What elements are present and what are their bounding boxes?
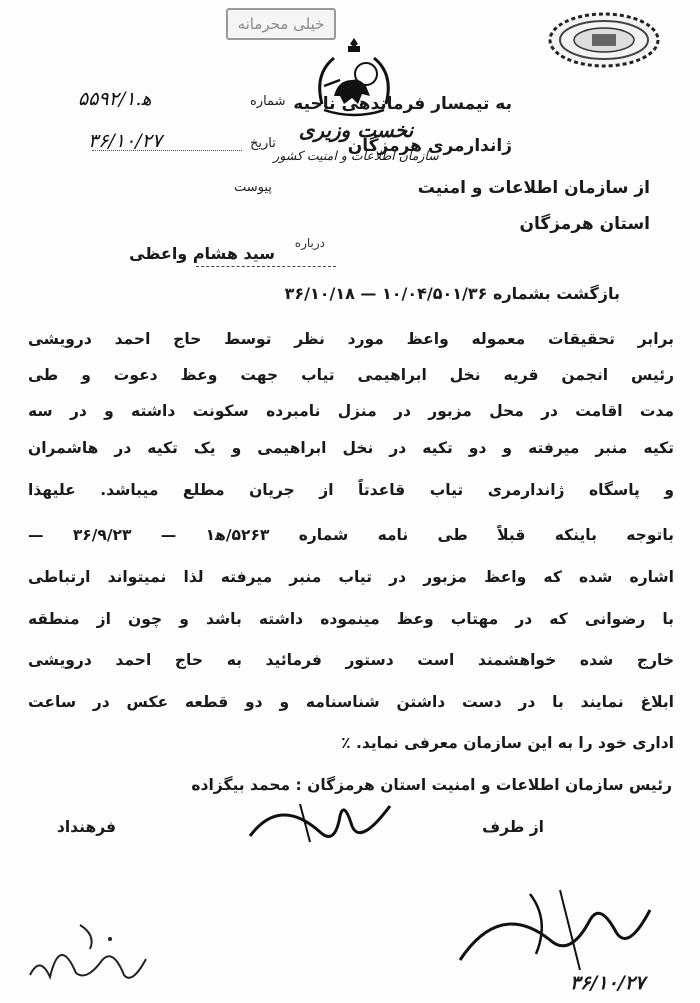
recipient-line-2: ژاندارمری هرمزگان [347, 136, 512, 156]
round-seal-icon [548, 12, 660, 68]
body-line-8: با رضوانی که در مهتاب وعظ مینموده داشته باشد و چون از منطقه [28, 610, 674, 628]
signer-name: فرهنداد [56, 818, 116, 836]
body-line-4: تکیه منبر میرفته و دو تکیه در نخل ابراهیمی و یک تکیه در هاشمران [28, 439, 674, 457]
recipient-line-1: به تیمسار فرماندهی ناحیه [293, 94, 512, 114]
subject-underline [196, 266, 336, 267]
body-line-5: و پاسگاه ژاندارمری تیاب قاعدتاً از جریان مطلع میباشد. علیهذا [28, 481, 674, 499]
signer-title: رئیس سازمان اطلاعات و امنیت استان هرمزگان : محمد بیگزاده [191, 776, 672, 794]
body-line-7: اشاره شده که واعظ مزبور در تیاب منبر میرفته لذا نمیتواند ارتباطی [28, 568, 674, 586]
date-underline [92, 150, 242, 151]
province-line: استان هرمزگان [519, 214, 650, 234]
body-line-9: خارج شده خواهشمند است دستور فرمائید به حاج احمد درویشی [28, 651, 674, 669]
body-line-6: باتوجه باینکه قبلاً طی نامه شماره ۵۲۶۳/ه‍۱ — ۳۶/۹/۲۳ — [28, 526, 674, 544]
body-line-2: رئیس انجمن قریه نخل ابراهیمی تیاب جهت وعظ دعوت و طی [28, 366, 674, 384]
subject-text: سید هشام واعظی [129, 244, 275, 263]
body-line-3: مدت اقامت در محل مزبور در منزل نامبرده سکونت داشته و در سه [28, 402, 674, 420]
subject-label: درباره [294, 236, 325, 250]
date-value: ۳۶/۱۰/۲۷ [88, 130, 163, 152]
number-value: ۵۵۹۲/ه‍.۱ [78, 88, 152, 110]
from-line: از سازمان اطلاعات و امنیت [417, 178, 650, 198]
organization-name: سازمان اطلاعات و امنیت کشور [273, 148, 439, 163]
on-behalf-label: از طرف [482, 818, 544, 836]
handwritten-date: ۳۶/۱۰/۲۷ [570, 972, 646, 994]
date-label: تاریخ [250, 136, 276, 151]
body-line-1: برابر تحقیقات معموله واعظ مورد نظر توسط حاج احمد درویشی [28, 330, 674, 348]
ministry-name: نخست وزیری [298, 118, 414, 142]
handwritten-note-left [20, 915, 160, 995]
body-line-10: ابلاغ نمایند با در دست داشتن شناسنامه و دو قطعه عکس در ساعت [28, 693, 674, 711]
number-label: شماره [250, 94, 286, 109]
body-line-11: اداری خود را به این سازمان معرفی نماید. ٪ [341, 734, 674, 752]
reference-line: بازگشت بشماره ۱۰/۰۴/۵۰۱/۳۶ — ۳۶/۱۰/۱۸ [284, 284, 620, 303]
classification-stamp: خیلی محرمانه [226, 8, 336, 40]
signature-mark [240, 786, 400, 856]
attachment-label: پیوست [234, 180, 272, 195]
